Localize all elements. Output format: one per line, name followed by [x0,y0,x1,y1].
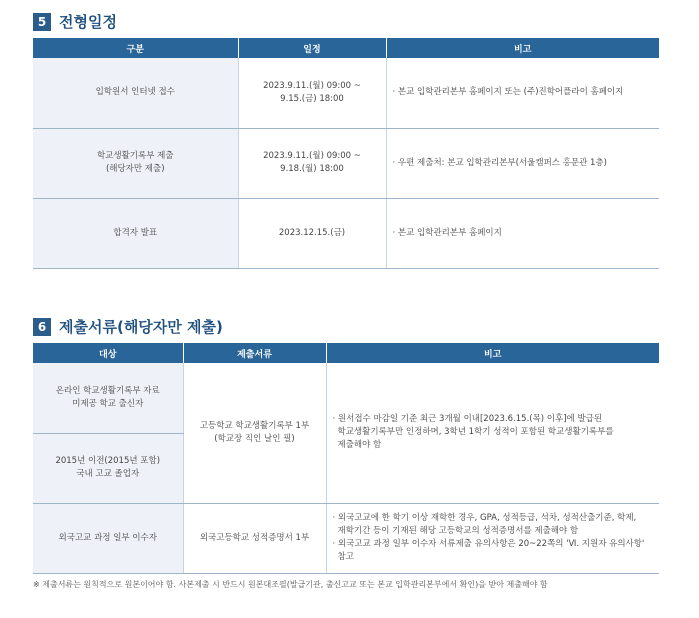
section5-heading: 전형일정 [59,13,117,31]
table-row [33,363,659,433]
row-category: 학교생활기록부 제출 (해당자만 제출) [33,128,238,198]
header-document: 제출서류 [183,343,326,363]
row-remark: · 우편 제출처: 본교 입학관리본부(서울캠퍼스 홍문관 1층) [386,128,659,198]
table-row [33,58,659,128]
section6-heading: 제출서류(해당자만 제출) [59,318,223,336]
row-schedule: 2023.12.15.(금) [238,198,386,268]
row-target: 외국고교 과정 일부 이수자 [33,503,183,573]
footnote: ※ 제출서류는 원칙적으로 원본이어야 함. 사본제출 시 반드시 원본대조필(발급기관, 출신고교 또는 본교 입학관리본부에서 확인)을 받아 제출해야 함 [33,580,548,589]
header-category: 구분 [33,38,238,58]
section6-title [33,316,223,337]
row-target: 2015년 이전(2015년 포함) 국내 고교 졸업자 [33,433,183,503]
row-remark: · 외국고교에 한 학기 이상 재학한 경우, GPA, 성적등급, 석차, 성적산출기준, 학제, 재학기간 등이 기재된 해당 고등학교의 성적증명서를 제출해야 함 · 외국고교 과정 일부 이수자 서류제출 유의사항은 20~22쪽의 'Ⅵ. 지원자 유의사항' 참고 [326,503,659,573]
header-schedule: 일정 [238,38,386,58]
row-target: 온라인 학교생활기록부 자료 미제공 학교 출신자 [33,363,183,433]
table-row [33,503,659,573]
row-remark: · 본교 입학관리본부 홈페이지 또는 (주)진학어플라이 홈페이지 [386,58,659,128]
section5-number: 5 [33,13,51,31]
row-schedule: 2023.9.11.(월) 09:00 ~ 9.18.(월) 18:00 [238,128,386,198]
merged-document: 고등학교 학교생활기록부 1부 (학교장 직인 날인 필) [183,363,326,503]
header-remark: 비고 [386,38,659,58]
row-document: 외국고등학교 성적증명서 1부 [183,503,326,573]
section5-title [33,11,117,32]
section6-number: 6 [33,318,51,336]
header-target: 대상 [33,343,183,363]
merged-remark: · 원서접수 마감일 기준 최근 3개월 이내[2023.6.15.(목) 이후]에 발급된 학교생활기록부만 인정하며, 3학년 1학기 성적이 포함된 학교생활기록부를 제출해야 함 [326,363,659,503]
documents-table [33,343,659,574]
row-category: 합격자 발표 [33,198,238,268]
table-row [33,128,659,198]
row-schedule: 2023.9.11.(월) 09:00 ~ 9.15.(금) 18:00 [238,58,386,128]
row-category: 입학원서 인터넷 접수 [33,58,238,128]
row-remark: · 본교 입학관리본부 홈페이지 [386,198,659,268]
header-remark: 비고 [326,343,659,363]
table-row [33,198,659,268]
schedule-table [33,38,659,269]
